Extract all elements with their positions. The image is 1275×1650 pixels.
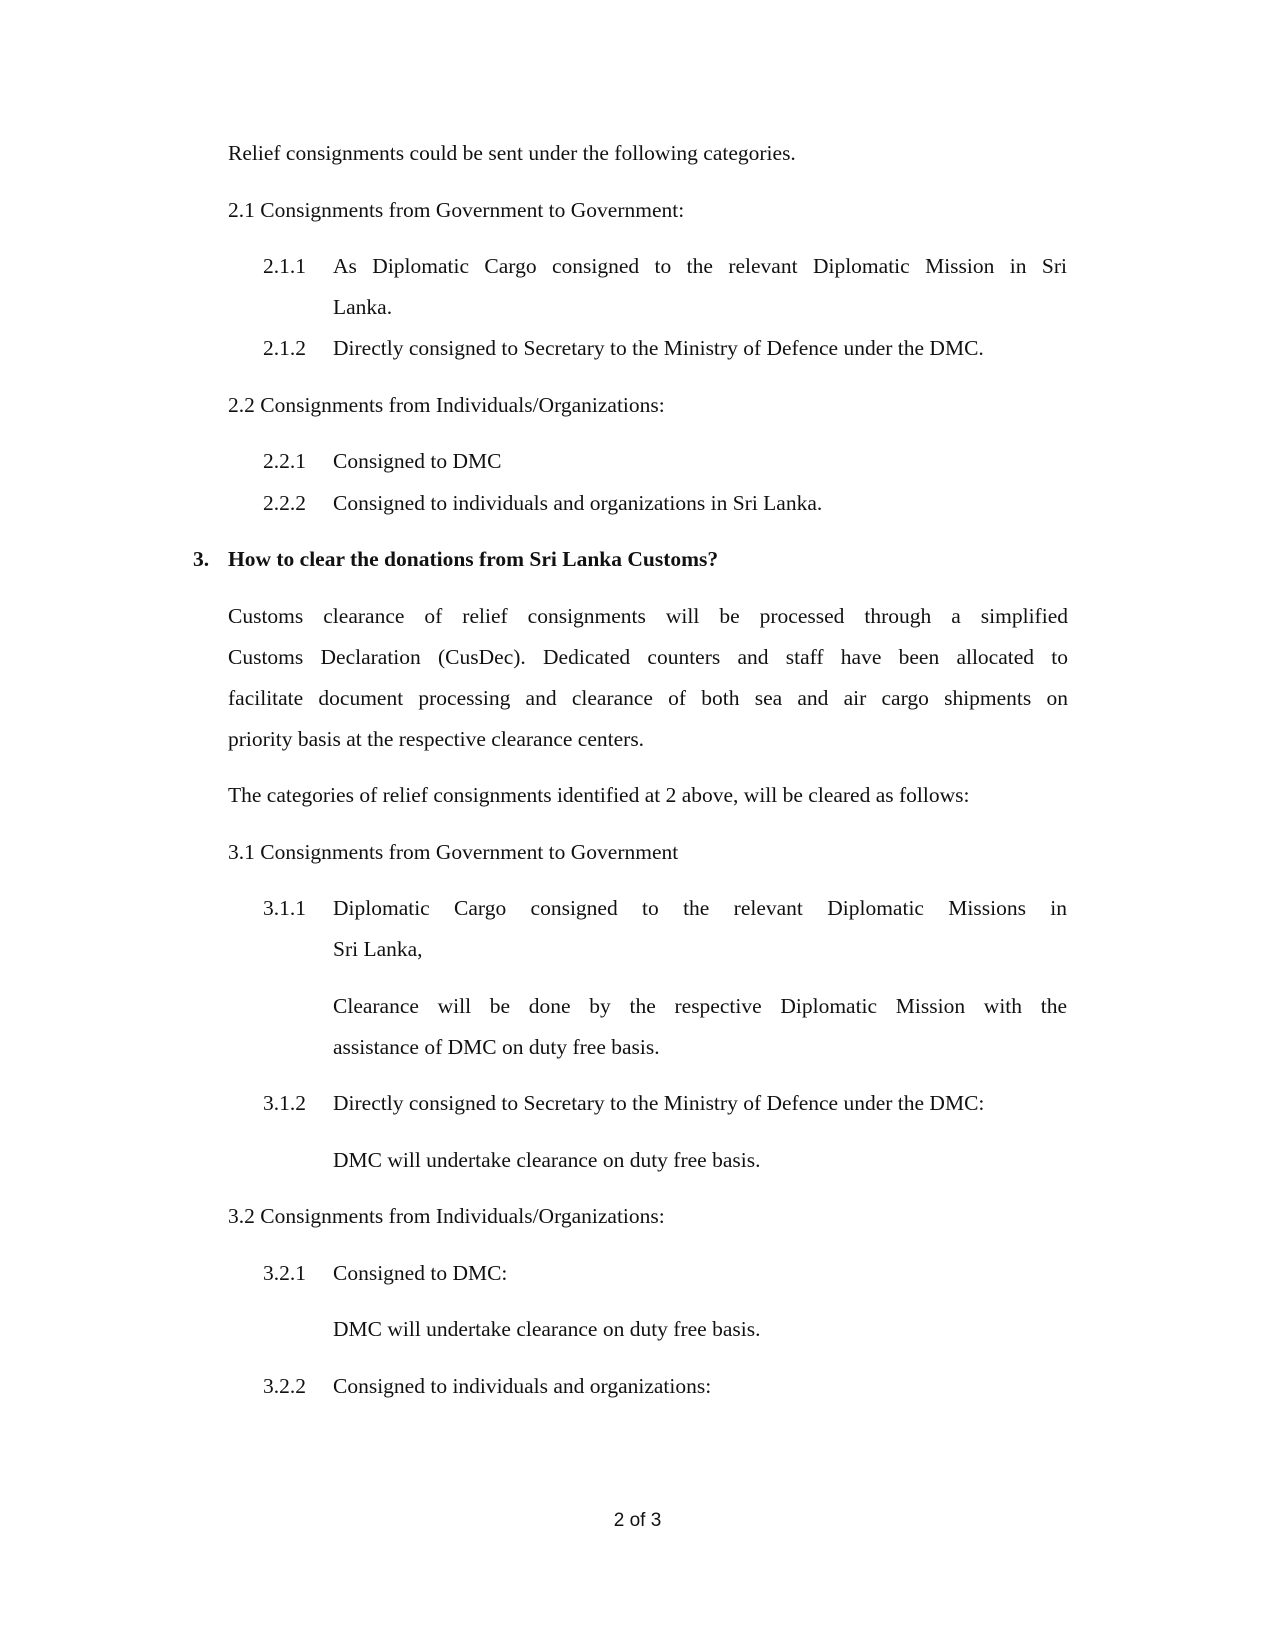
item-number: 2.1.2 — [263, 336, 306, 360]
item-3-2-1-text: Consigned to DMC: — [333, 1261, 508, 1285]
item-2-2-2-text: Consigned to individuals and organizations in Sri Lanka. — [333, 491, 823, 515]
item-number: 2.2.2 — [263, 491, 306, 515]
item-number: 3.2.2 — [263, 1374, 306, 1398]
section-3-2-heading: 3.2 Consignments from Individuals/Organizations: — [228, 1204, 665, 1228]
item-3-1-2-detail: DMC will undertake clearance on duty free basis. — [333, 1148, 761, 1172]
section-2-2-heading: 2.2 Consignments from Individuals/Organizations: — [228, 393, 665, 417]
item-number: 2.2.1 — [263, 449, 306, 473]
para-line: Customs clearance of relief consignments will be processed through a simplified — [228, 604, 1068, 628]
item-3-2-2-text: Consigned to individuals and organizations: — [333, 1374, 712, 1398]
item-3-1-1-text: Diplomatic Cargo consigned to the relevant Diplomatic Missions in — [333, 896, 1067, 920]
para-line: priority basis at the respective clearance centers. — [228, 727, 645, 751]
intro-text: Relief consignments could be sent under the following categories. — [228, 141, 796, 165]
item-number: 2.1.1 — [263, 254, 306, 278]
para-line: Customs Declaration (CusDec). Dedicated counters and staff have been allocated to — [228, 645, 1068, 669]
section-2-1-heading: 2.1 Consignments from Government to Government: — [228, 198, 685, 222]
para-line: facilitate document processing and clearance of both sea and air cargo shipments on — [228, 686, 1068, 710]
section-3-number: 3. — [193, 547, 210, 571]
item-3-1-1-detail: Clearance will be done by the respective Diplomatic Mission with the — [333, 994, 1067, 1018]
page-number: 2 of 3 — [613, 1510, 662, 1531]
item-number: 3.2.1 — [263, 1261, 306, 1285]
item-number: 3.1.1 — [263, 896, 306, 920]
section-3-heading: How to clear the donations from Sri Lanka Customs? — [228, 547, 719, 571]
item-2-2-1-text: Consigned to DMC — [333, 449, 502, 473]
item-2-1-1-text: As Diplomatic Cargo consigned to the relevant Diplomatic Mission in Sri — [333, 254, 1067, 278]
para-2: The categories of relief consignments identified at 2 above, will be cleared as follows: — [228, 783, 970, 807]
section-3-1-heading: 3.1 Consignments from Government to Government — [228, 840, 679, 864]
item-3-2-1-detail: DMC will undertake clearance on duty free basis. — [333, 1317, 761, 1341]
item-3-1-1-cont: Sri Lanka, — [333, 937, 423, 961]
item-3-1-2-text: Directly consigned to Secretary to the Ministry of Defence under the DMC: — [333, 1091, 985, 1115]
item-2-1-2-text: Directly consigned to Secretary to the Ministry of Defence under the DMC. — [333, 336, 984, 360]
item-2-1-1-cont: Lanka. — [333, 295, 393, 319]
item-number: 3.1.2 — [263, 1091, 306, 1115]
item-3-1-1-detail-cont: assistance of DMC on duty free basis. — [333, 1035, 660, 1059]
